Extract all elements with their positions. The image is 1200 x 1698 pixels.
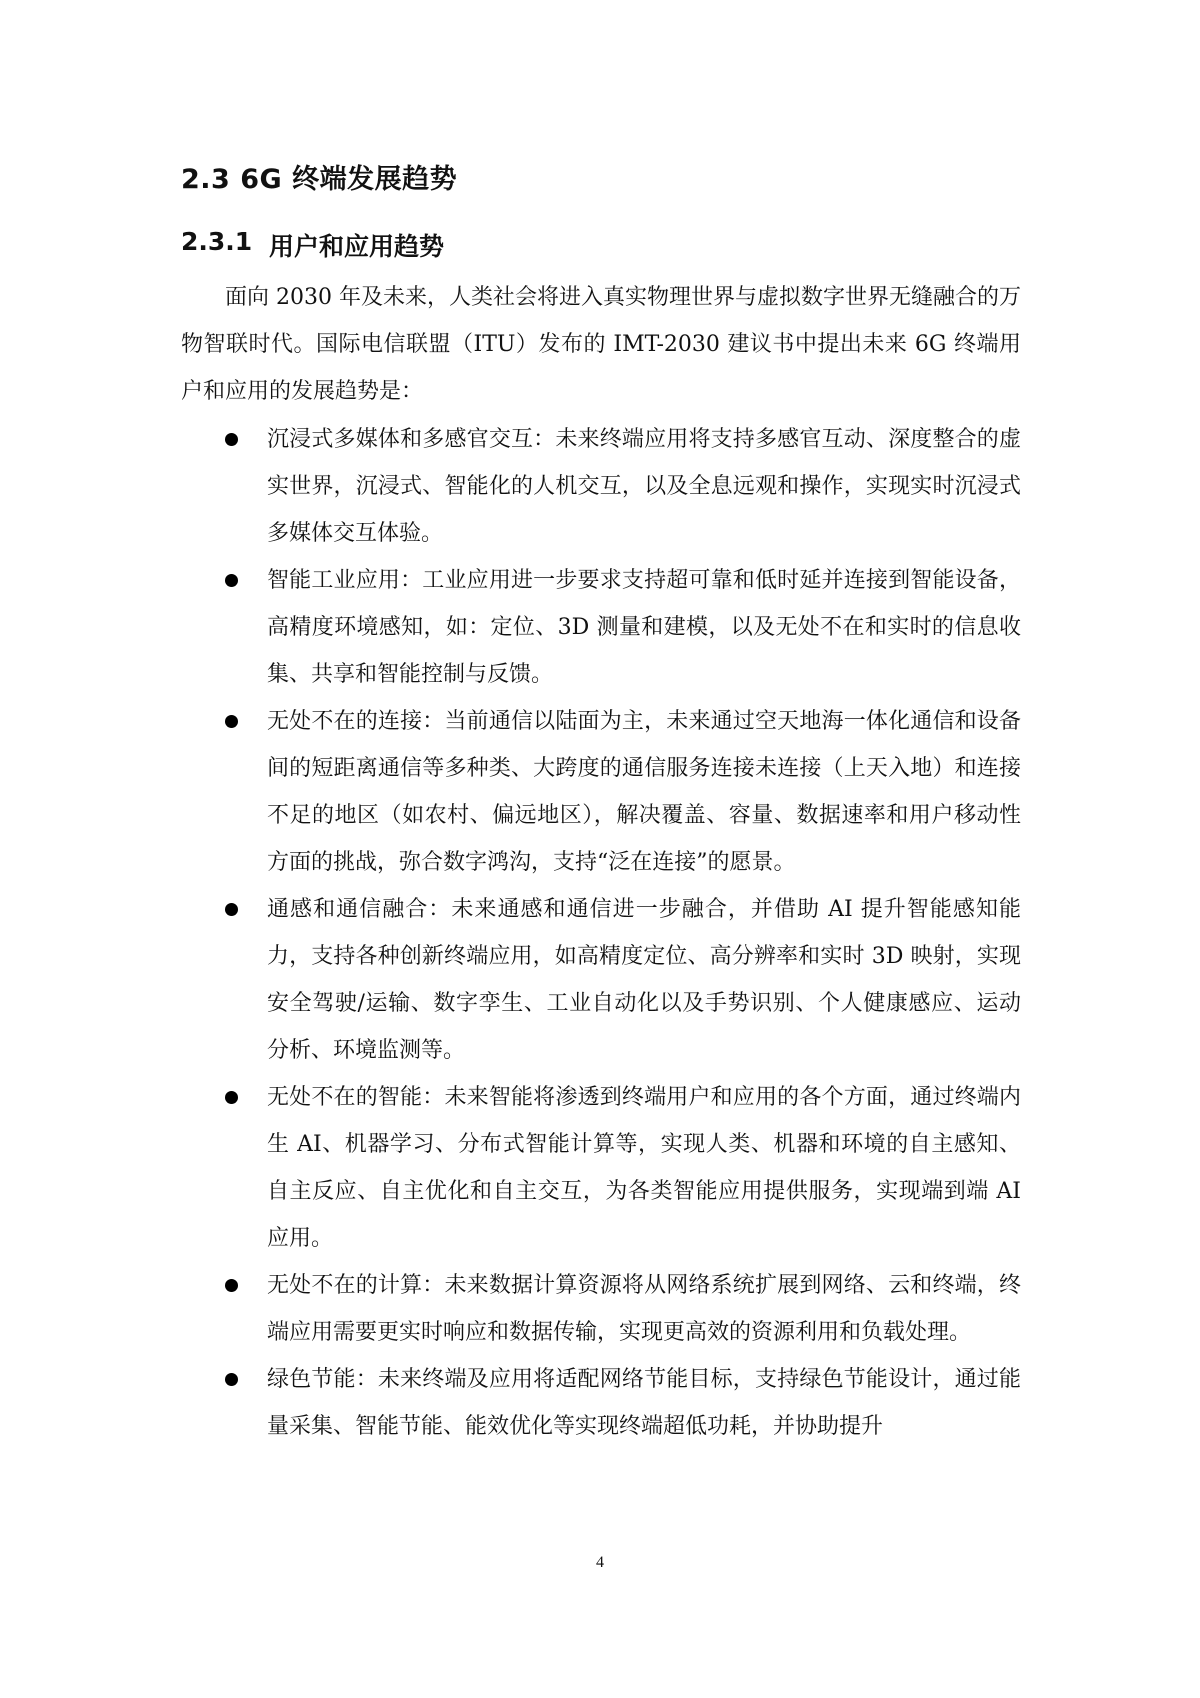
page-number: 4 xyxy=(596,1554,604,1571)
list-item-text: 智能工业应用：工业应用进一步要求支持超可靠和低时延并连接到智能设备，高精度环境感知，如：定位、3D 测量和建模，以及无处不在和实时的信息收集、共享和智能控制与反馈。 xyxy=(267,568,1021,687)
bullet-icon xyxy=(225,1373,238,1386)
list-item xyxy=(181,698,1021,886)
bullet-icon xyxy=(225,715,238,728)
trend-list xyxy=(181,416,1021,1450)
list-item xyxy=(181,1356,1021,1450)
list-item xyxy=(181,416,1021,557)
intro-paragraph: 面向 2030 年及未来，人类社会将进入真实物理世界与虚拟数字世界无缝融合的万物智联时代。国际电信联盟（ITU）发布的 IMT-2030 建议书中提出未来 6G 终端用户和应用的发展趋势是： xyxy=(181,285,1021,404)
list-item-text: 无处不在的计算：未来数据计算资源将从网络系统扩展到网络、云和终端，终端应用需要更实时响应和数据传输，实现更高效的资源利用和负载处理。 xyxy=(267,1273,1021,1345)
subsection-number: 2.3.1 xyxy=(181,227,253,256)
section-heading: 2.3 6G 终端发展趋势 xyxy=(181,164,458,195)
bullet-icon xyxy=(225,433,238,446)
list-item-text: 沉浸式多媒体和多感官交互：未来终端应用将支持多感官互动、深度整合的虚实世界，沉浸式、智能化的人机交互，以及全息远观和操作，实现实时沉浸式多媒体交互体验。 xyxy=(267,427,1021,546)
list-item xyxy=(181,1262,1021,1356)
bullet-icon xyxy=(225,574,238,587)
list-item xyxy=(181,886,1021,1074)
list-item-text: 无处不在的连接：当前通信以陆面为主，未来通过空天地海一体化通信和设备间的短距离通信等多种类、大跨度的通信服务连接未连接（上天入地）和连接不足的地区（如农村、偏远地区），解决覆盖、容量、数据速率和用户移动性方面的挑战，弥合数字鸿沟，支持“泛在连接”的愿景。 xyxy=(267,709,1021,875)
list-item xyxy=(181,1074,1021,1262)
subsection-title: 用户和应用趋势 xyxy=(269,232,445,261)
bullet-icon xyxy=(225,1279,238,1292)
bullet-icon xyxy=(225,1091,238,1104)
subsection-heading xyxy=(181,227,444,263)
list-item xyxy=(181,557,1021,698)
list-item-text: 绿色节能：未来终端及应用将适配网络节能目标，支持绿色节能设计，通过能量采集、智能节能、能效优化等实现终端超低功耗，并协助提升 xyxy=(267,1367,1021,1439)
list-item-text: 无处不在的智能：未来智能将渗透到终端用户和应用的各个方面，通过终端内生 AI、机器学习、分布式智能计算等，实现人类、机器和环境的自主感知、自主反应、自主优化和自主交互，为各类智能应用提供服务，实现端到端 AI 应用。 xyxy=(267,1085,1021,1251)
bullet-icon xyxy=(225,903,238,916)
list-item-text: 通感和通信融合：未来通感和通信进一步融合，并借助 AI 提升智能感知能力，支持各种创新终端应用，如高精度定位、高分辨率和实时 3D 映射，实现安全驾驶/运输、数字孪生、工业自动化以及手势识别、个人健康感应、运动分析、环境监测等。 xyxy=(267,897,1021,1063)
